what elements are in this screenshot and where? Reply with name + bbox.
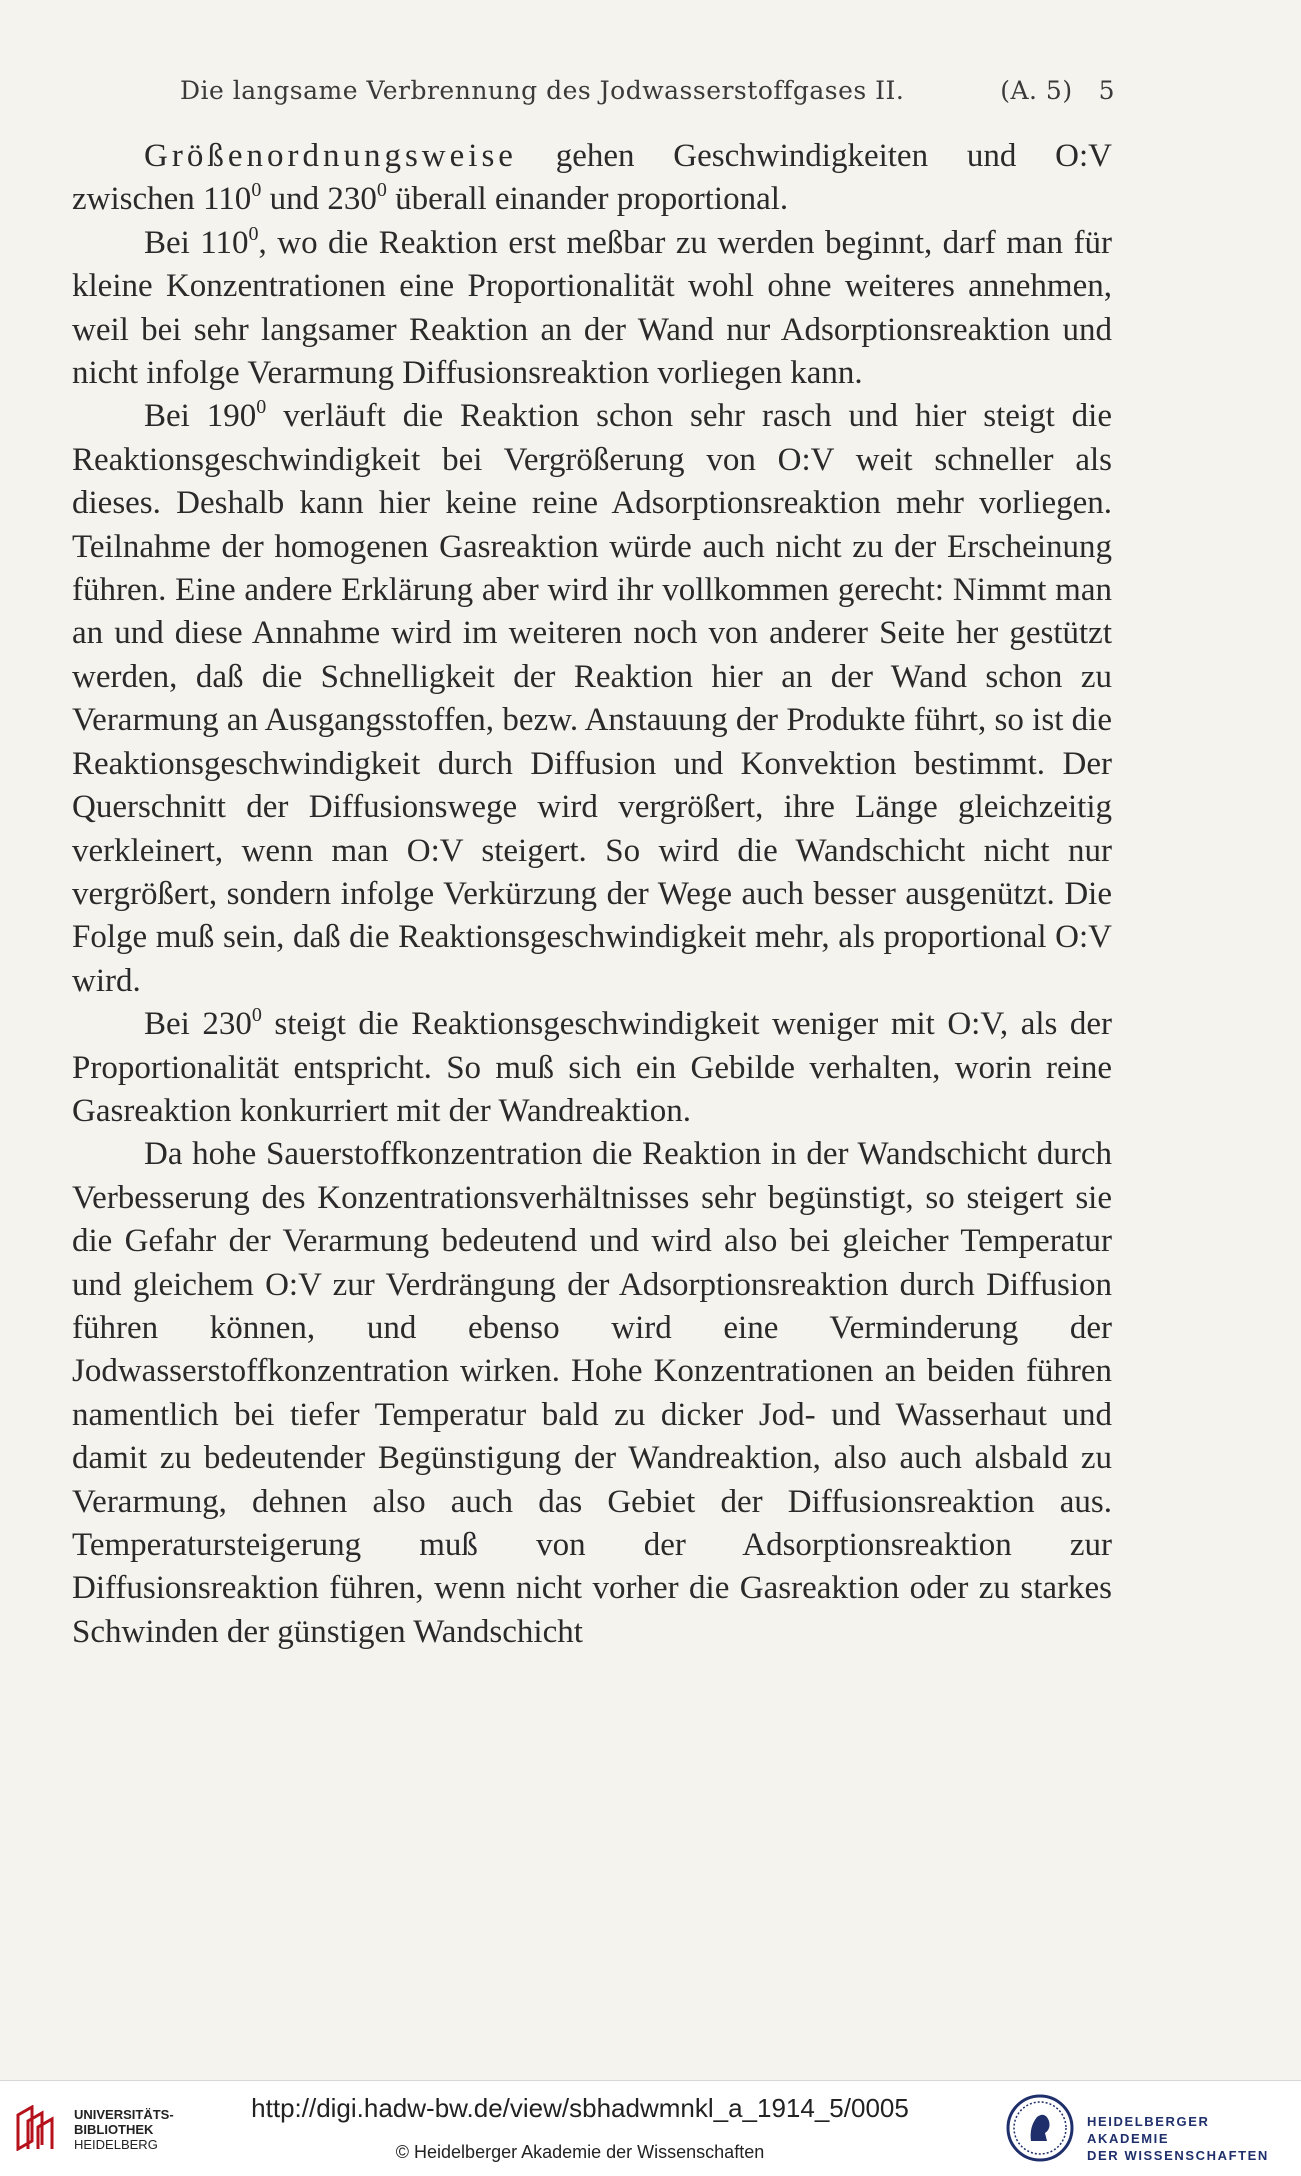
degree-mark: 0 (376, 179, 387, 202)
running-head-title: Die langsame Verbrennung des Jodwasserstoffgases II. (180, 76, 905, 105)
library-logo-text: UNIVERSITÄTS- BIBLIOTHEK HEIDELBERG (74, 2107, 174, 2152)
degree-mark: 0 (256, 396, 267, 419)
paragraph-5: Da hohe Sauerstoffkonzentration die Reaktion in der Wandschicht durch Verbesserung des Konzentrationsverhältnisses sehr begünstigt, so steigert sie die Gefahr der Verarmung bedeutend und wird also bei gleicher Temperatur und gleichem O:V zur Verdrängung der Adsorptionsreaktion durch Diffusion führen können, und ebenso wird eine Verminderung der Jodwasserstoffkonzentration wirken. Hohe Konzentrationen an beiden führen namentlich bei tiefer Temperatur bald zu dicker Jod- und Wasserhaut und damit zu bedeutender Begünstigung der Wandreaktion, also auch alsbald zu Verarmung, dehnen also auch das Gebiet der Diffusionsreaktion aus. Temperatursteigerung muß von der Adsorptionsreaktion zur Diffusionsreaktion führen, wenn nicht vorher die Gasreaktion oder zu starkes Schwinden der günstigen Wandschicht (72, 1136, 1112, 1650)
paragraph-4: Bei $230^0$ steigt die Reaktionsgeschwindigkeit weniger mit O:V, als der Proportionalität entspricht. So muß sich ein Gebilde verhalten, worin reine Gasreaktion konkurriert mit der Wandreaktion. (72, 1004, 1113, 1129)
paragraph-2: Bei $110^0$, wo die Reaktion erst meßbar zu werden beginnt, darf man für kleine Konzentrationen eine Proportionalität wohl ohne weiteres annehmen, weil bei sehr langsamer Reaktion an der Wand nur Adsorptionsreaktion und nicht infolge Verarmung Diffusionsreaktion vorliegen kann. (72, 222, 1112, 392)
academy-logo[interactable] (1005, 2093, 1295, 2165)
copyright-text: © Heidelberger Akademie der Wissenschaften (395, 2142, 765, 2162)
permalink-url[interactable]: http://digi.hadw-bw.de/view/sbhadwmnkl_a_1914_5/0005 (251, 2093, 909, 2123)
degree-mark: 0 (251, 1004, 262, 1027)
running-head (180, 76, 1115, 105)
running-head-right (1000, 76, 1115, 105)
degree-mark: 0 (251, 179, 262, 202)
footer-bar (0, 2080, 1301, 2176)
university-library-logo[interactable] (14, 2097, 174, 2157)
academy-seal-icon (1005, 2093, 1075, 2163)
page-number: 5 (1098, 76, 1115, 105)
running-head-ref: (A. 5) (1000, 76, 1073, 105)
footer-center (230, 2091, 930, 2165)
paragraph-1: Größenordnungsweise gehen Geschwindigkeiten und O:V zwischen $110^0$ und $230^0$ überall einander proportional. (72, 138, 1112, 218)
body-text (72, 135, 1112, 1654)
emphasized-word: Größenordnungsweise (144, 138, 517, 174)
academy-logo-text: HEIDELBERGER AKADEMIE DER WISSENSCHAFTEN (1087, 2114, 1269, 2163)
degree-mark: 0 (248, 222, 259, 245)
library-logo-icon (14, 2105, 54, 2151)
paragraph-3: Bei $190^0$ verläuft die Reaktion schon sehr rasch und hier steigt die Reaktionsgeschwindigkeit bei Vergrößerung von O:V weit schneller als dieses. Deshalb kann hier keine reine Adsorptionsreaktion mehr vorliegen. Teilnahme der homogenen Gasreaktion würde auch nicht zu der Erscheinung führen. Eine andere Erklärung aber wird ihr vollkommen gerecht: Nimmt man an und diese Annahme wird im weiteren noch von anderer Seite her gestützt werden, daß die Schnelligkeit der Reaktion hier an der Wand schon zu Verarmung an Ausgangsstoffen, bezw. Anstauung der Produkte führt, so ist die Reaktionsgeschwindigkeit durch Diffusion und Konvektion bestimmt. Der Querschnitt der Diffusionswege wird vergrößert, ihre Länge gleichzeitig verkleinert, wenn man O:V steigert. So wird die Wandschicht nicht nur vergrößert, sondern infolge Verkürzung der Wege auch besser ausgenützt. Die Folge muß sein, daß die Reaktionsgeschwindigkeit mehr, als proportional O:V wird. (72, 396, 1113, 999)
